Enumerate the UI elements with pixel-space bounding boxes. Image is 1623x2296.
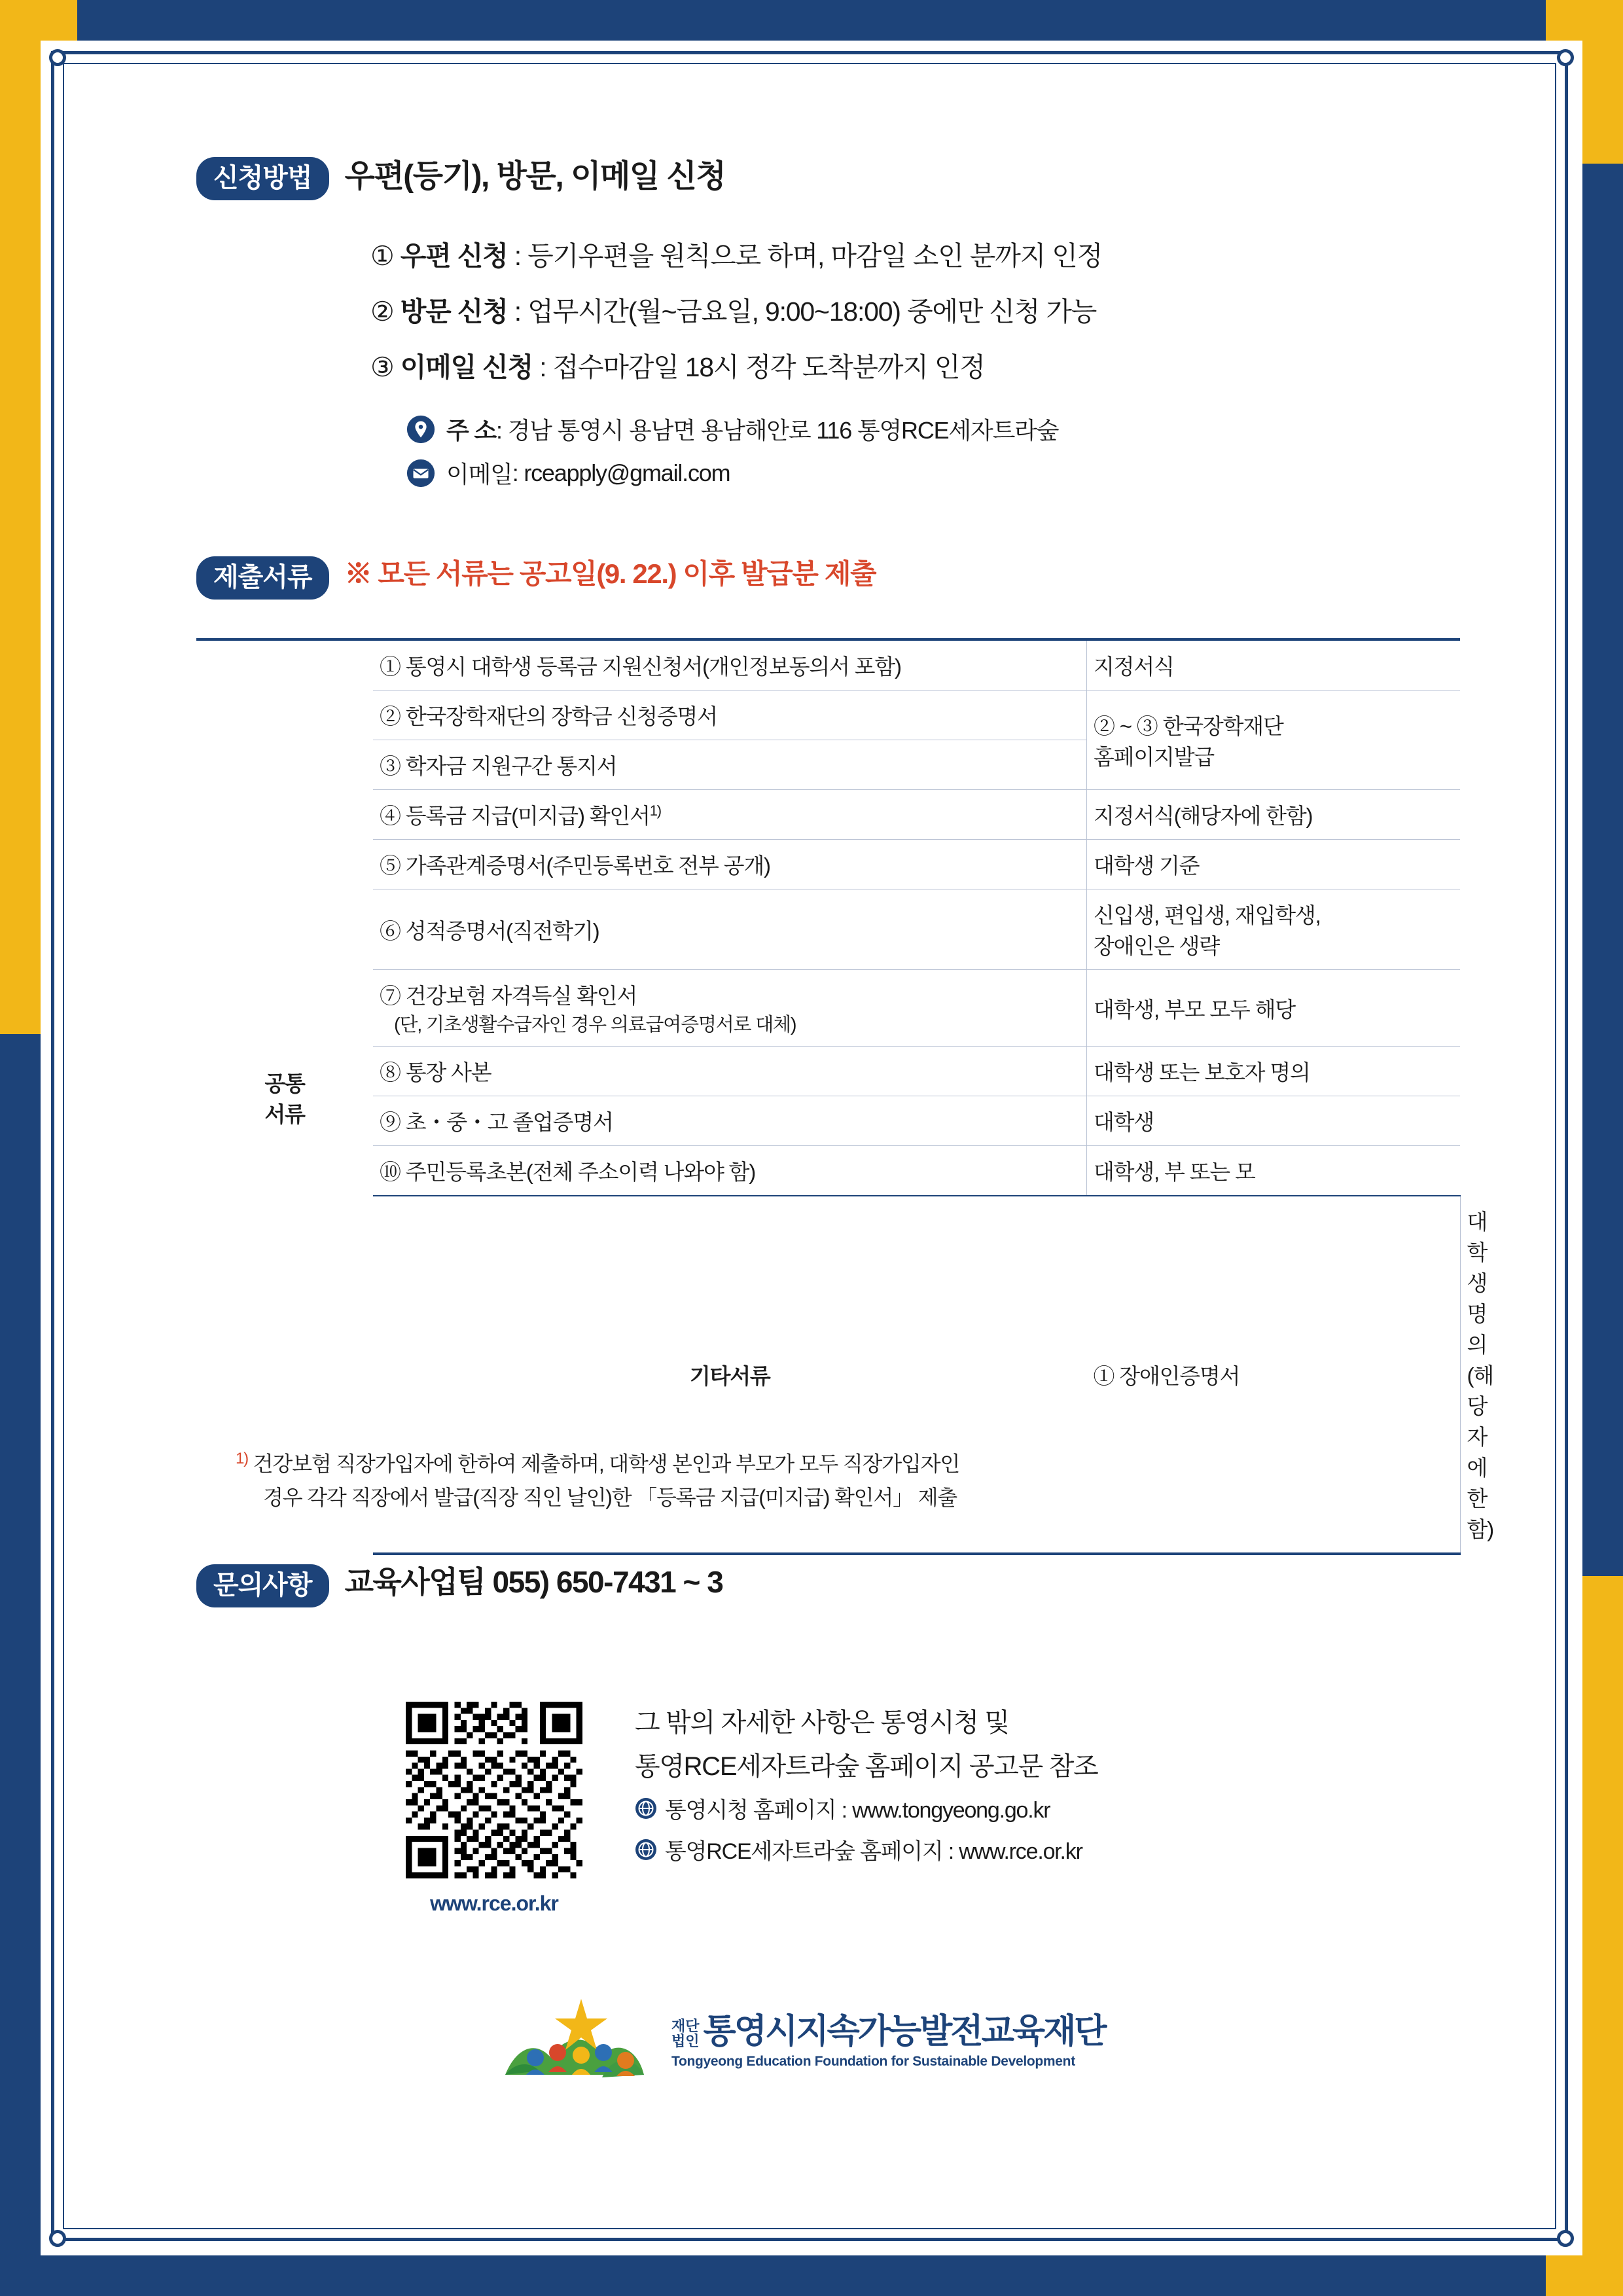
doc-note-2: ② ~ ③ 한국장학재단: [1094, 713, 1283, 738]
doc-note-7: 대학생, 부모 모두 해당: [1087, 970, 1461, 1047]
documents-footnote: [236, 1446, 1414, 1515]
doc-name-6: ⑥ 성적증명서(직전학기): [373, 889, 1087, 970]
doc-name-7-line1: ⑦ 건강보험 자격득실 확인서: [380, 984, 637, 1008]
footnote-line-1: [236, 1446, 1414, 1481]
documents-header: [196, 556, 876, 600]
doc-note-2-3: [1087, 691, 1461, 790]
category-other: 기타서류: [373, 1196, 1087, 1554]
category-common-line2: 서류: [264, 1102, 305, 1126]
email-value: : rceapply@gmail.com: [512, 459, 730, 486]
doc-name-2: ② 한국장학재단의 장학금 신청증명서: [373, 691, 1087, 740]
doc-name-8: ⑧ 통장 사본: [373, 1047, 1087, 1096]
table-row: [196, 889, 1460, 970]
table-row: [196, 691, 1460, 740]
category-common-line1: 공통: [264, 1071, 305, 1096]
apply-item-3-text: : 접수마감일 18시 정각 도착분까지 인정: [533, 352, 985, 382]
footnote-text-2: 경우 각각 직장에서 발급(직장 직인 날인)한 「등록금 지급(미지급) 확인서」 제출: [263, 1485, 957, 1509]
doc-name-4: [373, 790, 1087, 840]
link-tongyeong-city-label: 통영시청 홈페이지 : www.tongyeong.go.kr: [665, 1798, 1050, 1823]
table-row: [196, 790, 1460, 840]
apply-item-2: [370, 290, 1548, 329]
doc-note-9: 대학생: [1087, 1096, 1461, 1146]
table-row: [196, 840, 1460, 889]
doc-name-5: ⑤ 가족관계증명서(주민등록번호 전부 공개): [373, 840, 1087, 889]
inquiry-text: 교육사업팀 055) 650-7431 ~ 3: [344, 1565, 723, 1599]
foundation-logo-text: [671, 2015, 1105, 2070]
doc-note-10: 대학생, 부 또는 모: [1087, 1146, 1461, 1196]
email-label: 이메일: [446, 461, 512, 488]
footer-logo: [497, 1990, 1105, 2094]
doc-name-10: ⑩ 주민등록초본(전체 주소이력 나와야 함): [373, 1146, 1087, 1196]
doc-note-3: 홈페이지발급: [1094, 744, 1215, 769]
apply-method-list: [370, 234, 1548, 401]
apply-item-1: [370, 234, 1548, 273]
doc-note-6-line1: 신입생, 편입생, 재입학생,: [1094, 903, 1321, 927]
apply-item-1-text: : 등기우편을 원칙으로 하며, 마감일 소인 분까지 인정: [507, 241, 1103, 271]
doc-note-1: 지정서식: [1087, 639, 1461, 691]
doc-note-6: [1087, 889, 1461, 970]
table-row: 기타서류 ① 장애인증명서 대학생 명의(해당자에 한함): [196, 1196, 1460, 1554]
table-row: [196, 970, 1460, 1047]
apply-item-3-label: 이메일 신청: [400, 352, 533, 382]
location-pin-icon: [406, 414, 436, 444]
inquiry-header: [196, 1564, 722, 1607]
address-label: 주 소: [446, 417, 496, 444]
apply-method-title: 우편(등기), 방문, 이메일 신청: [344, 159, 726, 194]
doc-note-8: 대학생 또는 보호자 명의: [1087, 1047, 1461, 1096]
doc-name-7: [373, 970, 1087, 1047]
link-tongyeong-city[interactable]: [635, 1792, 1097, 1824]
doc-note-5: 대학생 기준: [1087, 840, 1461, 889]
logo-korean-name: 통영시지속가능발전교육재단: [703, 2013, 1105, 2051]
footnote-mark: 1): [236, 1450, 248, 1467]
table-row: [196, 639, 1460, 691]
footnote-text-1: 건강보험 직장가입자에 한하여 제출하며, 대학생 본인과 부모가 모두 직장가입자인: [247, 1452, 960, 1476]
doc-name-4-text: ④ 등록금 지급(미지급) 확인서: [380, 804, 650, 828]
apply-method-tag: 신청방법: [196, 157, 329, 200]
contact-info: [406, 412, 1058, 500]
reference-line-1: 그 밖의 자세한 사항은 통영시청 및: [635, 1708, 1009, 1737]
apply-item-2-num: ②: [370, 296, 394, 327]
table-row: [196, 1047, 1460, 1096]
logo-prefix: [671, 2018, 700, 2049]
qr-caption: www.rce.or.kr: [430, 1892, 558, 1915]
apply-item-2-text: : 업무시간(월~금요일, 9:00~18:00) 중에만 신청 가능: [507, 296, 1097, 327]
documents-note: ※ 모든 서류는 공고일(9. 22.) 이후 발급분 제출: [344, 558, 876, 589]
logo-prefix-line2: 법인: [671, 2032, 700, 2049]
doc-name-9: ⑨ 초・중・고 졸업증명서: [373, 1096, 1087, 1146]
reference-block: [635, 1702, 1097, 1865]
documents-table: [196, 638, 1493, 1555]
mail-icon: [406, 458, 436, 488]
doc-note-4: 지정서식(해당자에 한함): [1087, 790, 1461, 840]
other-doc-name-1: ① 장애인증명서: [1087, 1196, 1461, 1554]
reference-line-2: 통영RCE세자트라숲 홈페이지 공고문 참조: [635, 1752, 1098, 1781]
email-line: [406, 456, 1058, 490]
globe-icon: [635, 1797, 657, 1820]
apply-item-3: [370, 346, 1548, 384]
address-value: : 경남 통영시 용남면 용남해안로 116 통영RCE세자트라숲: [495, 417, 1059, 444]
globe-icon: [635, 1839, 657, 1861]
address-line: [406, 412, 1058, 446]
table-row: [196, 1146, 1460, 1196]
apply-item-3-num: ③: [370, 352, 394, 382]
logo-prefix-line1: 재단: [671, 2017, 700, 2034]
qr-code: [406, 1702, 582, 1878]
link-rce-label: 통영RCE세자트라숲 홈페이지 : www.rce.or.kr: [665, 1839, 1082, 1864]
doc-name-7-line2: (단, 기초생활수급자인 경우 의료급여증명서로 대체): [394, 1014, 796, 1035]
inquiry-tag: 문의사항: [196, 1564, 329, 1607]
doc-note-6-line2: 장애인은 생략: [1094, 934, 1220, 958]
apply-item-1-label: 우편 신청: [400, 241, 508, 271]
category-common: [196, 639, 373, 1554]
foundation-logo-icon: [497, 1990, 661, 2094]
apply-item-1-num: ①: [370, 241, 394, 271]
doc-name-3: ③ 학자금 지원구간 통지서: [373, 740, 1087, 790]
doc-name-1: ① 통영시 대학생 등록금 지원신청서(개인정보동의서 포함): [373, 639, 1087, 691]
table-row: [196, 1096, 1460, 1146]
documents-tag: 제출서류: [196, 556, 329, 600]
apply-method-header: [196, 157, 1440, 200]
doc-name-4-footnote-mark: 1): [649, 802, 661, 819]
logo-english-name: Tongyeong Education Foundation for Sustainable Development: [671, 2054, 1075, 2069]
apply-item-2-label: 방문 신청: [400, 296, 508, 327]
link-rce[interactable]: [635, 1833, 1097, 1865]
